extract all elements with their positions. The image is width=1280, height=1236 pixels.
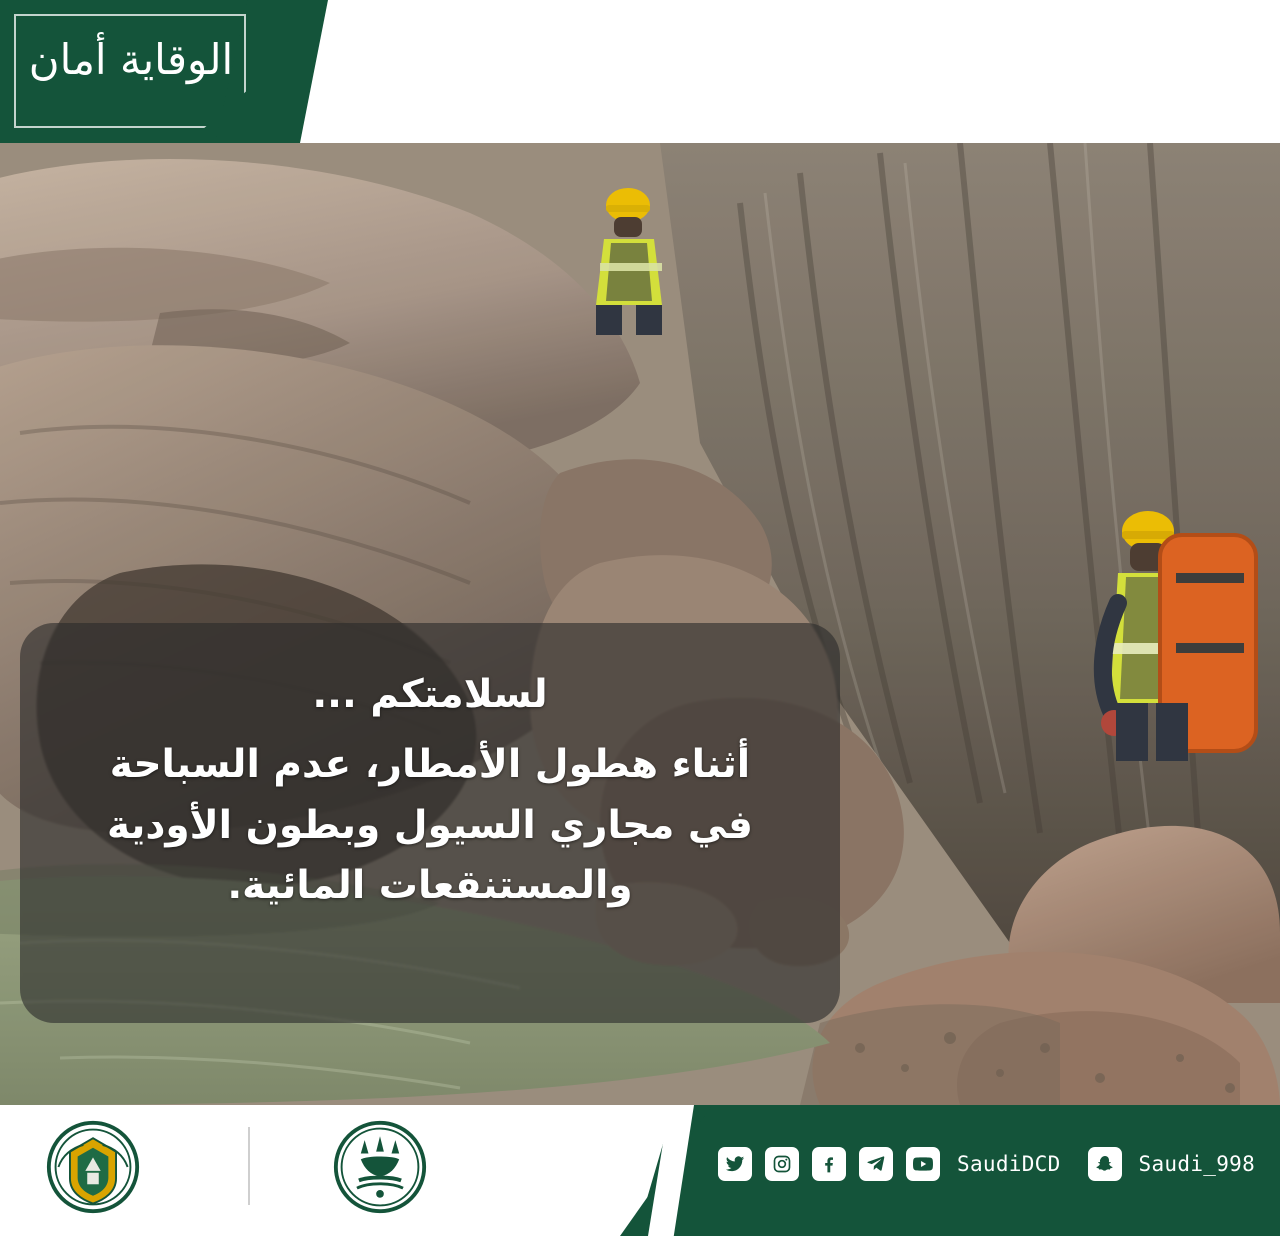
telegram-icon[interactable]	[859, 1147, 893, 1181]
footer	[0, 1105, 1280, 1236]
social-links	[718, 1147, 1269, 1181]
ministry-of-interior-emblem	[332, 1119, 428, 1215]
safety-message-box	[20, 623, 840, 1023]
header	[0, 0, 1280, 143]
twitter-icon[interactable]	[718, 1147, 752, 1181]
snapchat-handle: Saudi_998	[1138, 1152, 1256, 1176]
snapchat-icon[interactable]	[1088, 1147, 1122, 1181]
photo-scene	[0, 143, 1280, 1105]
footer-divider	[248, 1127, 250, 1205]
message-line-1: لسلامتكم ...	[312, 672, 548, 717]
message-line-2: أثناء هطول الأمطار، عدم السباحة	[109, 742, 751, 788]
civil-defense-emblem	[45, 1119, 141, 1215]
facebook-icon[interactable]	[812, 1147, 846, 1181]
brand-logo-text: الوقاية أمان	[28, 35, 234, 84]
message-line-3: في مجاري السيول وبطون الأودية	[107, 802, 753, 848]
main-handle: SaudiDCD	[957, 1152, 1061, 1176]
instagram-icon[interactable]	[765, 1147, 799, 1181]
youtube-icon[interactable]	[906, 1147, 940, 1181]
message-line-4: والمستنقعات المائية.	[227, 863, 633, 909]
